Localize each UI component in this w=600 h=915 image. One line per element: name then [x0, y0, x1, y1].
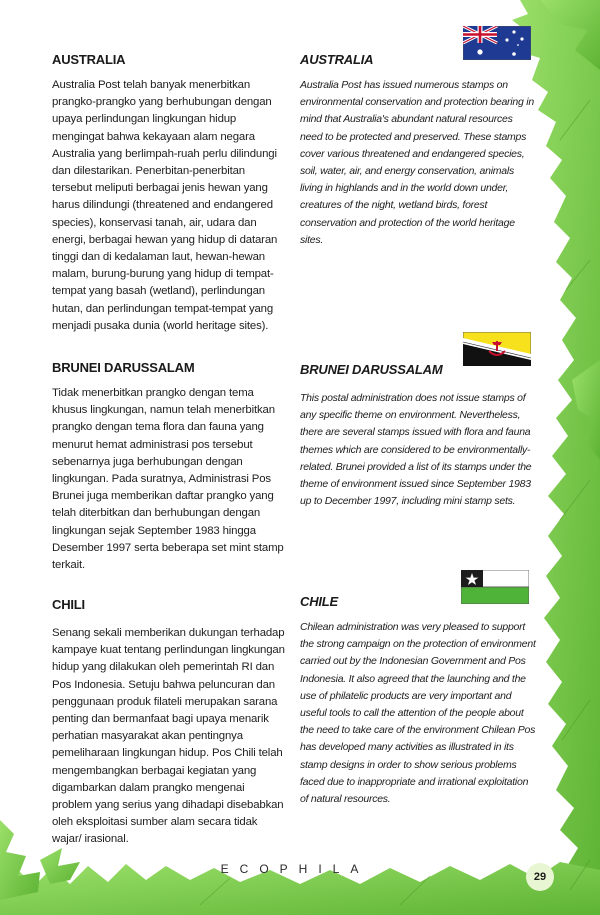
text-australia-id: Australia Post telah banyak menerbitkan prangko-prangko yang berhubungan dengan upaya perlindungan lingkungan hidup mengingat bahwa kekayaan alam negara Australia yang berlimpah-ruah perlu dilindungi dan dilestarikan. Penerbitan-penerbitan tersebut meliputi berbagai jenis hewan yang harus dilindungi (threatened and endangered species), konservasi tanah, air, udara dan energi, berbagai hewan yang hidup di dataran tinggi dan di kedalaman laut, hewan-hewan malam, burung-burung yang hidup di tempat-tempat yang basah (wetland), perlindungan hutan, dan perlindungan tempat-tempat yang menjadi pusaka dunia (world heritage sites). [52, 79, 278, 332]
section-australia-id [52, 52, 286, 335]
heading-brunei-id: BRUNEI DARUSSALAM [52, 360, 195, 375]
section-brunei-en [300, 362, 536, 510]
section-brunei-id [52, 360, 286, 574]
australia-flag-icon [463, 26, 531, 60]
section-australia-en [300, 52, 536, 249]
text-australia-en: Australia Post has issued numerous stamps on environmental conservation and protection bearing in mind that Australia's abundant natural resources need to be protected and preserved. These stamps cover various threatened and endangered species, soil, water, air, and energy conservation, animals living in highlands and in the world down under, creatures of the night, wetland birds, forest conservation and protection of the world heritage sites. [300, 79, 534, 246]
text-brunei-en: This postal administration does not issue stamps of any specific theme on environment. Nevertheless, there are several stamps issued with flora and fauna themes which are considered to be environmentally-related. Brunei provided a list of its stamps under the theme of environment issued since September 1983 up to December 1997, including mini stamp sets. [300, 392, 532, 508]
text-chile-id: Senang sekali memberikan dukungan terhadap kampaye kuat tentang perlindungan lingkungan hidup yang dilakukan oleh pemerintah RI dan Pos Indonesia. Setuju bahwa peluncuran dan penggunaan produk filateli merupakan sarana penting dan bermanfaat bagi upaya menarik perhatian masyarakat akan pentingnya pemeliharaan lingkungan hidup. Pos Chili telah mengembangkan berbagai kegiatan yang digambarkan dalam prangko mengenai problem yang serius yang dihadapi disebabkan oleh eksploitasi sumber alam secara tidak wajar/ irasional. [52, 627, 285, 846]
footer-title: ECOPHILA [220, 862, 370, 876]
text-brunei-id: Tidak menerbitkan prangko dengan tema khusus lingkungan, namun telah menerbitkan prangko dengan tema flora dan fauna yang menurut hemat administrasi pos tersebut sebenarnya juga berhubungan dengan lingkungan. Pada suratnya, Administrasi Pos Brunei juga memberikan daftar prangko yang telah diterbitkan dan berhubungan dengan lingkungan sejak September 1983 hingga Desember 1997 serta beberapa set mint stamp terkait. [52, 387, 284, 572]
heading-chile-en: CHILE [300, 594, 339, 609]
section-chile-en [300, 594, 536, 808]
chile-flag-icon [461, 570, 529, 604]
brunei-flag-icon [463, 332, 531, 366]
heading-australia-id: AUSTRALIA [52, 52, 126, 67]
text-chile-en: Chilean administration was very pleased to support the strong campaign on the protection of environment carried out by the Indonesian Government and Pos Indonesia. It also agreed that the launching and the use of philatelic products are very important and useful tools to call the attention of the people about the need to take care of the environment Chilean Pos has developed many activities as illustrated in its stamp designs in order to show serious problems faced due to inappropriate and irrational exploitation of natural resources. [300, 621, 536, 806]
heading-brunei-en: BRUNEI DARUSSALAM [300, 362, 443, 377]
page-number: 29 [526, 863, 554, 891]
heading-australia-en: AUSTRALIA [300, 52, 374, 67]
heading-chile-id: CHILI [52, 597, 85, 612]
section-chile-id [52, 597, 286, 849]
